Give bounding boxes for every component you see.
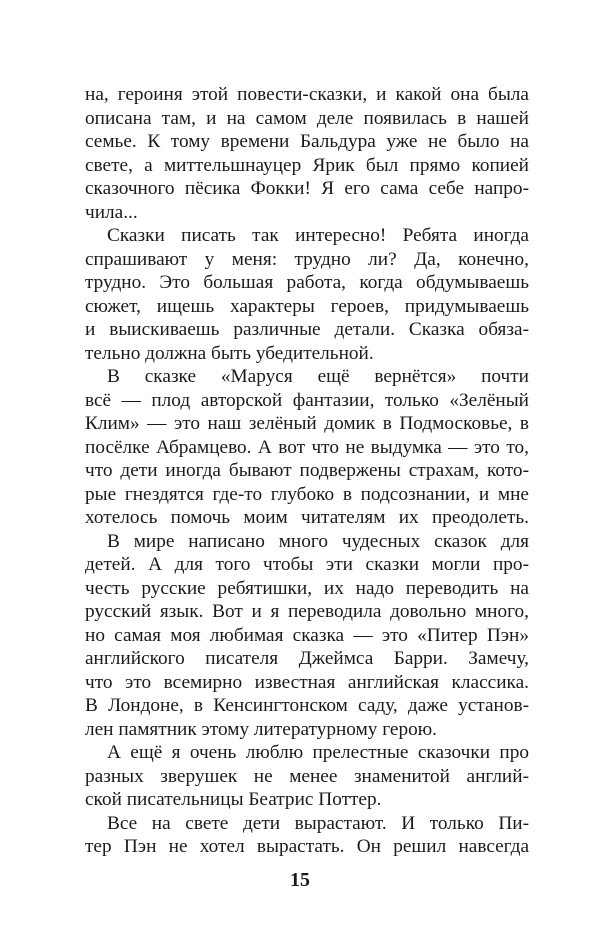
text-line: трудно. Это большая работа, когда обдумываешь: [85, 272, 529, 293]
text-line: Сказки писать так интересно! Ребята иногда: [107, 225, 529, 246]
text-line: сказочного пёсика Фокки! Я его сама себе напро-: [85, 178, 529, 199]
text-line: русский язык. Вот и я переводила довольно много,: [85, 601, 529, 622]
paragraph: [85, 365, 529, 530]
text-line: Все на свете дети вырастают. И только Пи-: [107, 812, 529, 834]
text-line: тельно должна быть убедительной.: [85, 342, 374, 364]
text-line: свете, а миттельшнауцер Ярик был прямо копией: [85, 154, 529, 176]
text-line: рые гнездятся где-то глубоко в подсознании, и мне: [85, 483, 529, 505]
text-line: посёлке Абрамцево. А вот что не выдумка — это то,: [85, 436, 529, 458]
text-line: тер Пэн не хотел вырастать. Он решил навсегда: [85, 836, 529, 857]
text-line: разных зверушек не менее знаменитой англий-: [85, 765, 529, 787]
text-line: но самая моя любимая сказка — это «Питер Пэн»: [85, 624, 529, 646]
text-line: сюжет, ищешь характеры героев, придумываешь: [85, 295, 529, 317]
text-line: что дети иногда бывают подвержены страхам, кото-: [85, 460, 529, 481]
text-line: спрашивают у меня: трудно ли? Да, конечно,: [85, 248, 529, 270]
text-line: и выискиваешь различные детали. Сказка обяза-: [85, 319, 529, 340]
text-line: честь русские ребятишки, их надо переводить на: [85, 577, 529, 599]
paragraph: [85, 224, 529, 365]
page-number: 15: [290, 869, 310, 891]
text-line: В мире написано много чудесных сказок для: [107, 530, 529, 552]
text-line: А ещё я очень люблю прелестные сказочки про: [107, 742, 529, 763]
text-line: на, героиня этой повести-сказки, и какой она была: [85, 84, 529, 105]
text-line: Клим» — это наш зелёный домик в Подмосковье, в: [85, 413, 529, 434]
paragraph: [85, 83, 529, 224]
text-line: В Лондоне, в Кенсингтонском саду, даже установ-: [85, 695, 529, 716]
paragraph: [85, 530, 529, 742]
text-line: английского писателя Джеймса Барри. Замечу,: [85, 648, 529, 669]
paragraph: [85, 741, 529, 812]
text-line: ской писательницы Беатрис Поттер.: [85, 789, 382, 810]
text-line: всё — плод авторской фантазии, только «Зелёный: [85, 389, 529, 411]
text-line: детей. А для того чтобы эти сказки могли про-: [85, 554, 529, 575]
text-line: В сказке «Маруся ещё вернётся» почти: [107, 366, 529, 387]
text-line: описана там, и на самом деле появилась в нашей: [85, 107, 529, 129]
page-body-text: [85, 83, 529, 859]
paragraph: [85, 812, 529, 859]
text-line: лен памятник этому литературному герою.: [85, 718, 437, 740]
text-line: что это всемирно известная английская классика.: [85, 671, 529, 693]
text-line: семье. К тому времени Бальдура уже не было на: [85, 131, 529, 152]
text-line: хотелось помочь моим читателям их преодолеть.: [85, 507, 529, 528]
text-line: чила...: [85, 201, 138, 223]
